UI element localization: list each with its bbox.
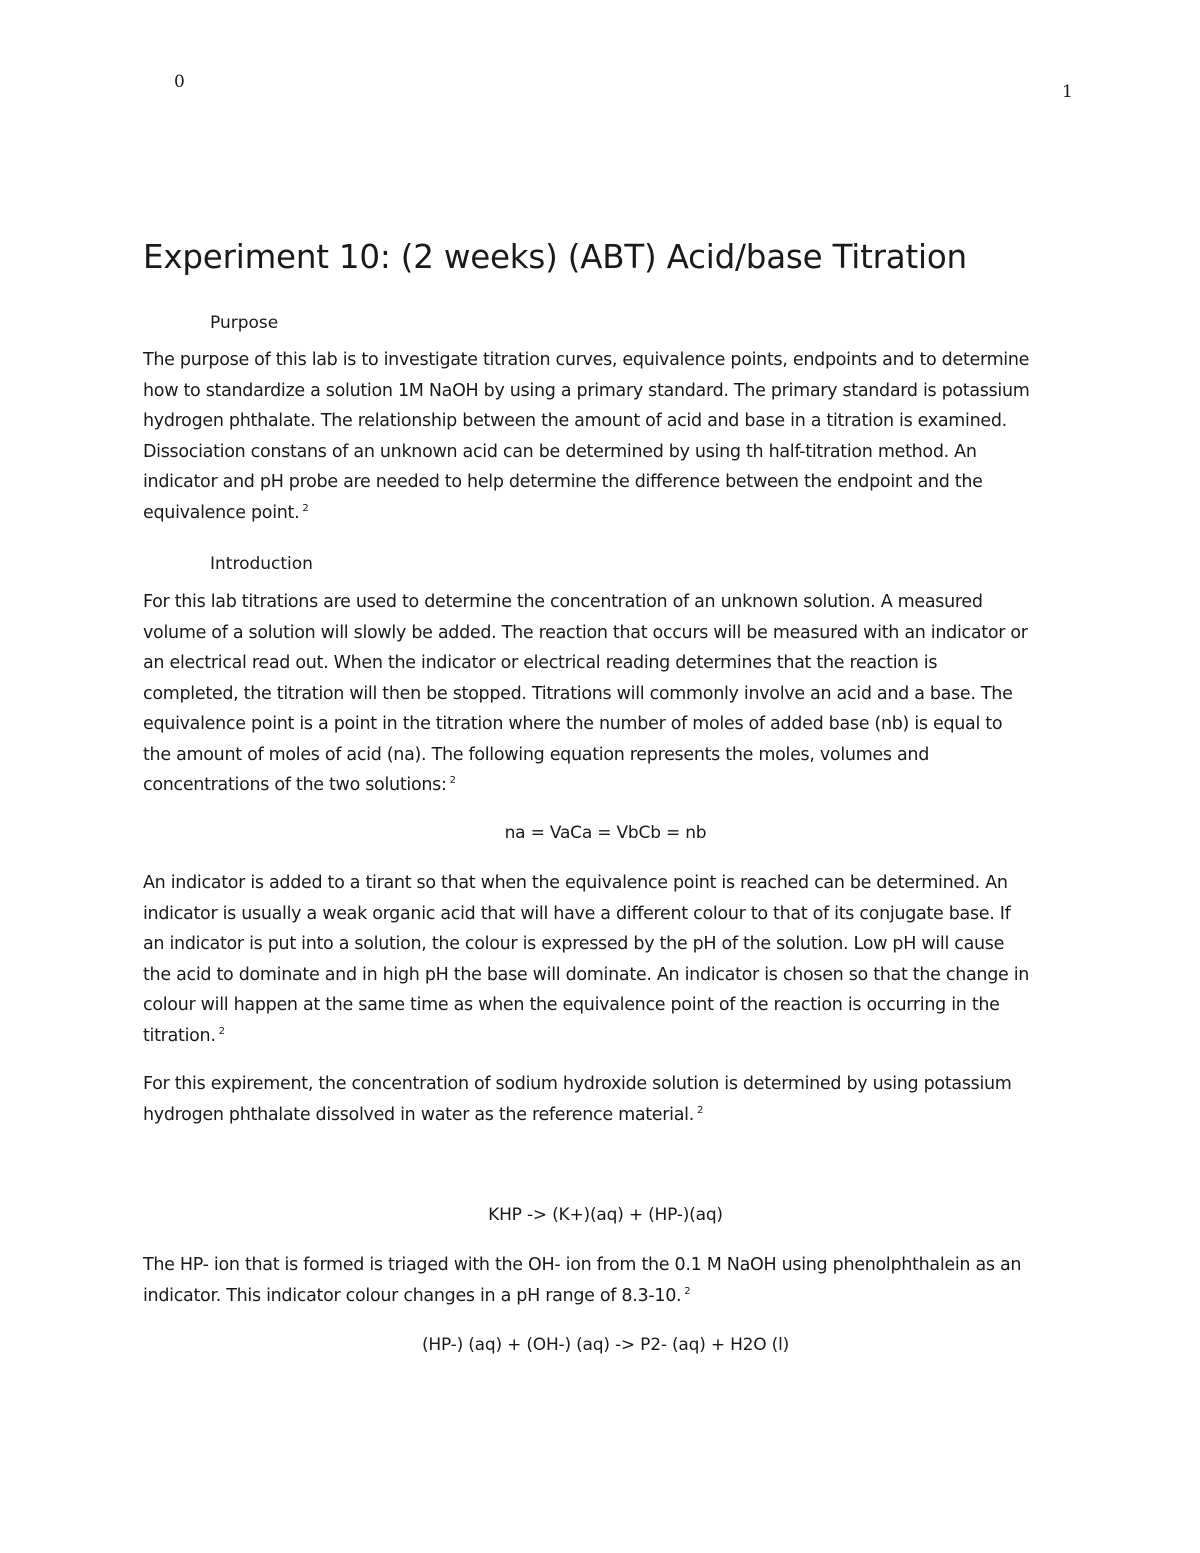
- naoh-paragraph: [143, 1069, 1068, 1130]
- paragraph-line: indicator and pH probe are needed to help determine the difference between the endpoint and the: [143, 472, 983, 492]
- paragraph-line: indicator is usually a weak organic acid that will have a different colour to that of its conjugate base. If: [143, 903, 1011, 924]
- paragraph-text: hydrogen phthalate dissolved in water as the reference material.: [143, 1104, 694, 1125]
- paragraph-line-last: [143, 770, 1068, 801]
- introduction-heading: Introduction: [210, 554, 313, 574]
- page-title: Experiment 10: (2 weeks) (ABT) Acid/base Titration: [143, 238, 967, 276]
- paragraph-line-last: [143, 1281, 1068, 1312]
- purpose-paragraph: [143, 345, 1068, 528]
- paragraph-line: the amount of moles of acid (na). The following equation represents the moles, volumes and: [143, 744, 930, 765]
- paragraph-line: The purpose of this lab is to investigate titration curves, equivalence points, endpoints and to determine: [143, 350, 1030, 370]
- purpose-heading: Purpose: [210, 313, 279, 333]
- paragraph-text: equivalence point.: [143, 502, 300, 523]
- reference-superscript: 2: [684, 1285, 691, 1297]
- paragraph-line-last: [143, 498, 1068, 529]
- paragraph-line: Dissociation constans of an unknown acid can be determined by using th half-titration method. An: [143, 441, 977, 462]
- reference-superscript: 2: [302, 502, 309, 514]
- reference-superscript: 2: [696, 1104, 704, 1116]
- paragraph-line: volume of a solution will slowly be added. The reaction that occurs will be measured with an indicator or: [143, 622, 1028, 643]
- reference-superscript: 2: [449, 775, 456, 786]
- paragraph-line: The HP- ion that is formed is triaged with the OH- ion from the 0.1 M NaOH using phenolphthalein as an: [143, 1255, 1022, 1275]
- header-left-number: 0: [174, 72, 185, 92]
- equation-moles: na = VaCa = VbCb = nb: [504, 823, 707, 843]
- paragraph-line: equivalence point is a point in the titration where the number of moles of added base (nb) is equal to: [143, 714, 1003, 734]
- indicator-paragraph: [143, 868, 1068, 1051]
- introduction-paragraph: [143, 587, 1068, 801]
- paragraph-line: For this lab titrations are used to determine the concentration of an unknown solution. A measured: [143, 592, 983, 612]
- paragraph-line: colour will happen at the same time as when the equivalence point of the reaction is occurring in the: [143, 995, 1000, 1015]
- paragraph-line: completed, the titration will then be stopped. Titrations will commonly involve an acid and a base. The: [143, 683, 1013, 704]
- reference-superscript: 2: [218, 1025, 225, 1037]
- paragraph-line-last: [143, 1100, 1068, 1131]
- paragraph-line-last: [143, 1021, 1068, 1052]
- equation-khp: KHP -> (K+)(aq) + (HP-)(aq): [488, 1205, 723, 1225]
- page-number: 1: [1062, 82, 1073, 102]
- paragraph-line: For this expirement, the concentration of sodium hydroxide solution is determined by using potassium: [143, 1074, 1012, 1094]
- paragraph-text: concentrations of the two solutions:: [143, 775, 447, 795]
- equation-reaction: (HP-) (aq) + (OH-) (aq) -> P2- (aq) + H2O (l): [421, 1335, 790, 1355]
- paragraph-line: An indicator is added to a tirant so that when the equivalence point is reached can be determined. An: [143, 873, 1008, 893]
- paragraph-line: an electrical read out. When the indicator or electrical reading determines that the reaction is: [143, 653, 938, 673]
- hp-paragraph: [143, 1250, 1068, 1311]
- paragraph-text: titration.: [143, 1025, 216, 1046]
- paragraph-line: the acid to dominate and in high pH the base will dominate. An indicator is chosen so that the change in: [143, 964, 1030, 985]
- paragraph-line: how to standardize a solution 1M NaOH by using a primary standard. The primary standard is potassium: [143, 380, 1030, 401]
- paragraph-line: hydrogen phthalate. The relationship between the amount of acid and base in a titration is examined.: [143, 411, 1007, 431]
- paragraph-line: an indicator is put into a solution, the colour is expressed by the pH of the solution. Low pH will cause: [143, 934, 1005, 954]
- paragraph-text: indicator. This indicator colour changes in a pH range of 8.3-10.: [143, 1285, 682, 1306]
